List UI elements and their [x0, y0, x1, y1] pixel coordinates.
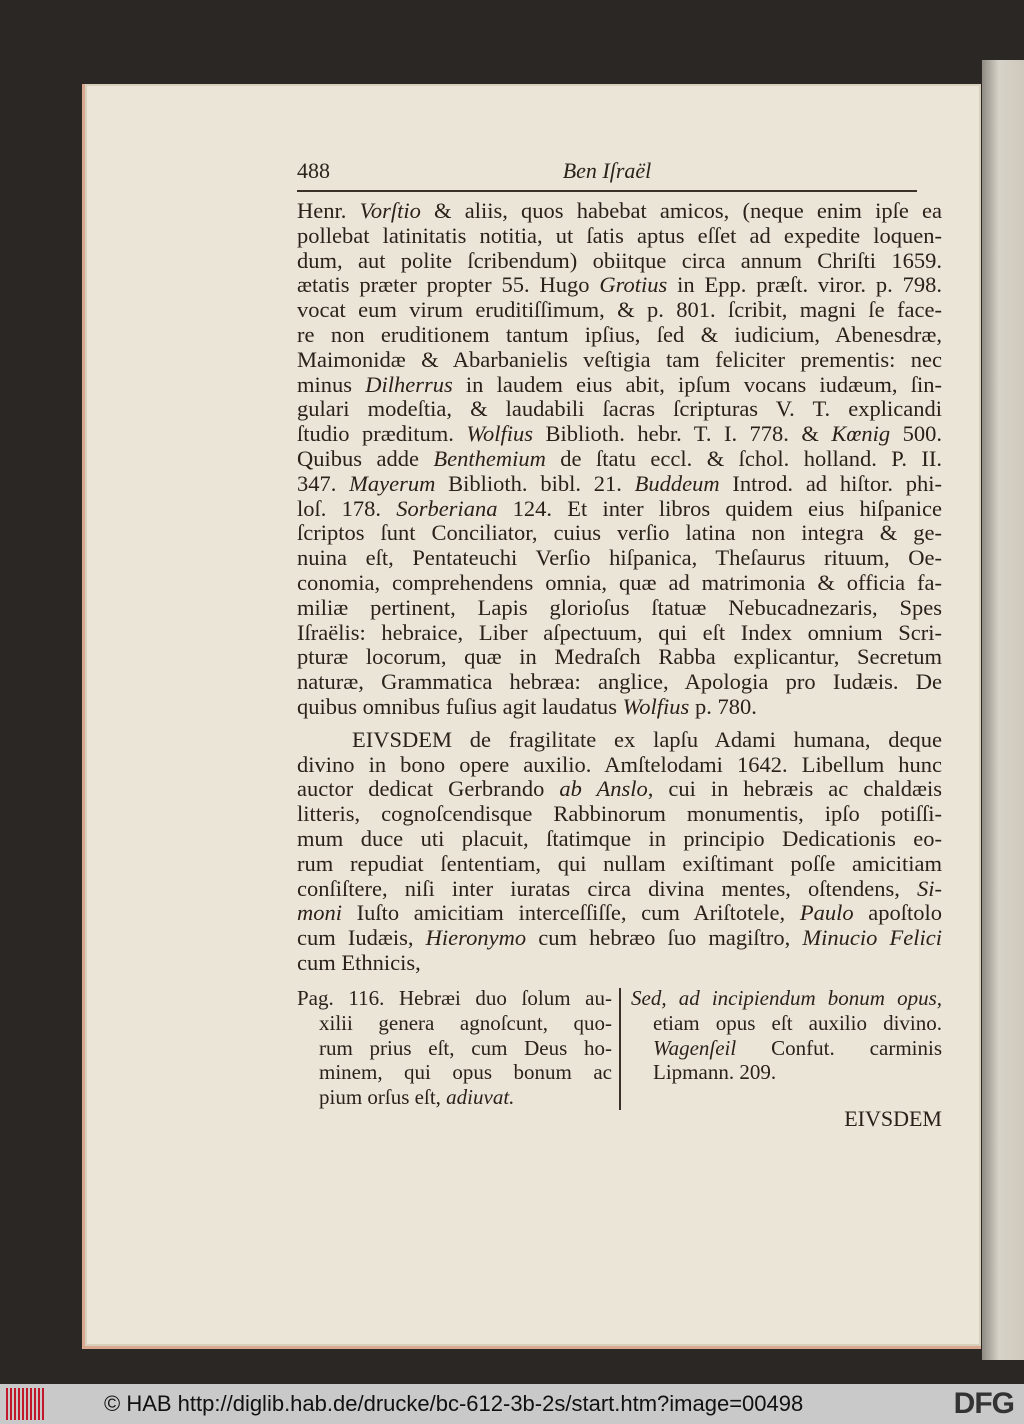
text-line: [297, 852, 942, 877]
italic-text: Grotius: [599, 272, 668, 298]
text-line: [297, 645, 942, 670]
italic-text: Dilherrus: [365, 371, 453, 397]
text-line: [297, 986, 612, 1011]
text-segment: cum Ethnicis,: [297, 949, 421, 975]
text-line: [297, 926, 942, 951]
text-line: [297, 901, 942, 926]
text-segment: loſ. 178.: [297, 495, 397, 521]
text-segment: vocat eum virum eruditiſſimum, & p. 801. ſcribit, magni ſe face-: [297, 297, 942, 323]
italic-text: Hieronymo: [425, 925, 527, 951]
text-segment: cum hebræo ſuo magiſtro,: [526, 925, 803, 951]
text-segment: 124. Et inter libros quidem eius hiſpanice: [497, 495, 942, 521]
text-line: [297, 1085, 612, 1110]
text-segment: ætatis præter propter 55. Hugo: [297, 272, 600, 298]
text-segment: conſiſtere, niſi inter iuratas circa divina mentes, oſtendens,: [297, 875, 917, 901]
text-line: [297, 422, 942, 447]
text-segment: in Epp. præſt. viror. p. 798.: [667, 272, 942, 298]
text-line: [297, 571, 942, 596]
text-line: [297, 877, 942, 902]
footer-credit-link[interactable]: © HAB http://diglib.hab.de/drucke/bc-612-3b-2s/start.htm?image=00498: [104, 1391, 804, 1416]
text-line: [297, 777, 942, 802]
italic-text: Paulo: [799, 900, 854, 926]
text-segment: ſtudio præditum.: [297, 421, 467, 447]
text-segment: Iſraëlis: hebraice, Liber aſpectuum, qui eſt Index omnium Scri-: [297, 619, 942, 645]
text-line: [297, 397, 942, 422]
italic-text: Wagenſeil: [653, 1035, 737, 1060]
text-line: [297, 323, 942, 348]
text-line: [297, 546, 942, 571]
text-segment: pollebat latinitatis notitia, ut ſatis aptus eſſet ad expedite loquen-: [297, 222, 942, 248]
text-segment: miliæ pertinent, Lapis glorioſus ſtatuæ Nebucadnezaris, Spes: [297, 594, 942, 620]
text-segment: litteris, cognoſcendisque Rabbinorum monumentis, ipſo potiſſi-: [297, 801, 942, 827]
italic-text: Benthemium: [433, 445, 546, 471]
text-line: [297, 802, 942, 827]
text-segment: conomia, comprehendens omnia, quæ ad matrimonia & officia fa-: [297, 569, 942, 595]
text-segment: pturæ locorum, quæ in Medraſch Rabba explicantur, Secretum: [297, 644, 942, 670]
text-segment: Maimonidæ & Abarbanielis veſtigia tam feliciter prementis: nec: [297, 346, 942, 372]
catchword: EIVSDEM: [844, 1106, 942, 1131]
text-line: [297, 249, 942, 274]
text-segment: Biblioth. hebr. T. I. 778. &: [533, 421, 832, 447]
paragraph: [297, 199, 942, 720]
text-line: [297, 521, 942, 546]
text-line: [297, 199, 942, 224]
text-segment: ſcriptos ſunt Conciliator, cuius verſio latina non integra & ge-: [297, 520, 942, 546]
text-segment: re non eruditionem tantum ipſius, ſed & iudicium, Abenesdræ,: [297, 321, 942, 347]
text-segment: p. 780.: [689, 693, 757, 719]
text-segment: auctor dedicat Gerbrando: [297, 776, 560, 802]
text-line: [297, 447, 942, 472]
text-segment: cum Iudæis,: [297, 925, 426, 951]
text-segment: Henr.: [297, 198, 360, 223]
text-segment: naturæ, Grammatica hebræa: anglice, Apologia pro Iudæis. De: [297, 669, 942, 695]
text-segment: pium orſus eſt,: [319, 1085, 447, 1110]
column-divider: [619, 988, 621, 1110]
text-segment: gulari modeſtia, & laudabili ſacras ſcripturas V. T. explicandi: [297, 396, 942, 422]
text-segment: rum repudiat ſententiam, qui nullam exiſtimant poſſe amicitiam: [297, 850, 942, 876]
text-segment: Lipmann. 209.: [653, 1060, 777, 1085]
adjacent-page-edge: [982, 60, 1024, 1360]
text-segment: de ſtatu eccl. & ſchol. holland. P. II.: [545, 445, 943, 471]
italic-text: adiuvat.: [446, 1085, 515, 1110]
page-number: 488: [297, 158, 330, 183]
text-segment: Iuſto amicitiam interceſſiſſe, cum Ariſtotele,: [342, 900, 800, 926]
text-segment: xilii genera agnoſcunt, quo-: [319, 1010, 612, 1035]
text-line: [631, 986, 942, 1011]
italic-text: Si-: [917, 875, 942, 901]
text-segment: 500.: [890, 421, 942, 447]
text-line: [297, 348, 942, 373]
text-segment: apoſtolo: [853, 900, 942, 926]
text-segment: rum prius eſt, cum Deus ho-: [319, 1035, 612, 1060]
italic-text: Kœnig: [831, 421, 891, 447]
text-segment: Confut. carminis: [736, 1035, 942, 1060]
footnote-right-column: [631, 986, 942, 1085]
text-segment: EIVSDEM de fragilitate ex lapſu Adami humana, deque: [352, 726, 942, 752]
text-line: [297, 670, 942, 695]
text-segment: minus: [297, 371, 366, 397]
text-segment: Introd. ad hiſtor. phi-: [719, 470, 942, 496]
text-segment: , cui in hebræis ac chaldæis: [647, 776, 942, 802]
text-segment: dum, aut polite ſcribendum) obiitque circa annum Chriſti 1659.: [297, 247, 942, 273]
footnote-left-column: [297, 986, 612, 1110]
text-segment: etiam opus eſt auxilio divino.: [653, 1010, 942, 1035]
text-segment: quibus omnibus fuſius agit laudatus: [297, 693, 623, 719]
italic-text: Sorberiana: [396, 495, 498, 521]
page-header: [297, 158, 917, 188]
text-line: [297, 472, 942, 497]
italic-text: Sed, ad incipiendum bonum opus,: [631, 986, 942, 1010]
italic-text: Buddeum: [634, 470, 720, 496]
text-line: [297, 728, 942, 753]
text-line: [297, 224, 942, 249]
text-segment: minem, qui opus bonum ac: [319, 1060, 612, 1085]
italic-text: Wolfius: [622, 693, 690, 719]
text-line: [297, 373, 942, 398]
hab-logo-icon: [6, 1388, 44, 1420]
text-segment: 347.: [297, 470, 350, 496]
text-line: [297, 273, 942, 298]
italic-text: Minucio Felici: [802, 925, 943, 951]
text-line: [297, 621, 942, 646]
text-line: [297, 298, 942, 323]
text-segment: & aliis, quos habebat amicos, (neque enim ipſe ea: [420, 198, 942, 223]
text-segment: mum duce uti placuit, ſtatimque in principio Dedicationis eo-: [297, 825, 942, 851]
italic-text: Wolfius: [466, 421, 534, 447]
dfg-logo: DFG: [953, 1387, 1014, 1420]
text-line: [631, 1036, 942, 1061]
text-line: [297, 1036, 612, 1061]
text-line: [297, 951, 942, 976]
italic-text: Vorſtio: [359, 198, 421, 223]
text-line: [631, 1011, 942, 1036]
text-segment: Pag. 116. Hebræi duo ſolum au-: [297, 986, 612, 1010]
main-text: [297, 199, 942, 984]
text-line: [297, 753, 942, 778]
header-rule: [297, 190, 917, 192]
italic-text: moni: [297, 900, 342, 926]
text-line: [297, 1060, 612, 1085]
running-title: Ben Iſraël: [562, 158, 652, 183]
footer-bar: [0, 1384, 1024, 1424]
text-line: [297, 1011, 612, 1036]
text-segment: divino in bono opere auxilio. Amſtelodami 1642. Libellum hunc: [297, 751, 942, 777]
text-line: [297, 497, 942, 522]
paragraph: [297, 728, 942, 976]
text-segment: Quibus adde: [297, 445, 434, 471]
text-line: [297, 827, 942, 852]
text-segment: in laudem eius abit, ipſum vocans iudæum, ſin-: [452, 371, 943, 397]
italic-text: ab Anslo: [559, 776, 648, 802]
italic-text: Mayerum: [349, 470, 436, 496]
text-line: [297, 596, 942, 621]
text-line: [631, 1060, 942, 1085]
text-segment: nuina eſt, Pentateuchi Verſio hiſpanica, Theſaurus rituum, Oe-: [297, 545, 942, 571]
text-segment: Biblioth. bibl. 21.: [435, 470, 635, 496]
text-line: [297, 695, 942, 720]
